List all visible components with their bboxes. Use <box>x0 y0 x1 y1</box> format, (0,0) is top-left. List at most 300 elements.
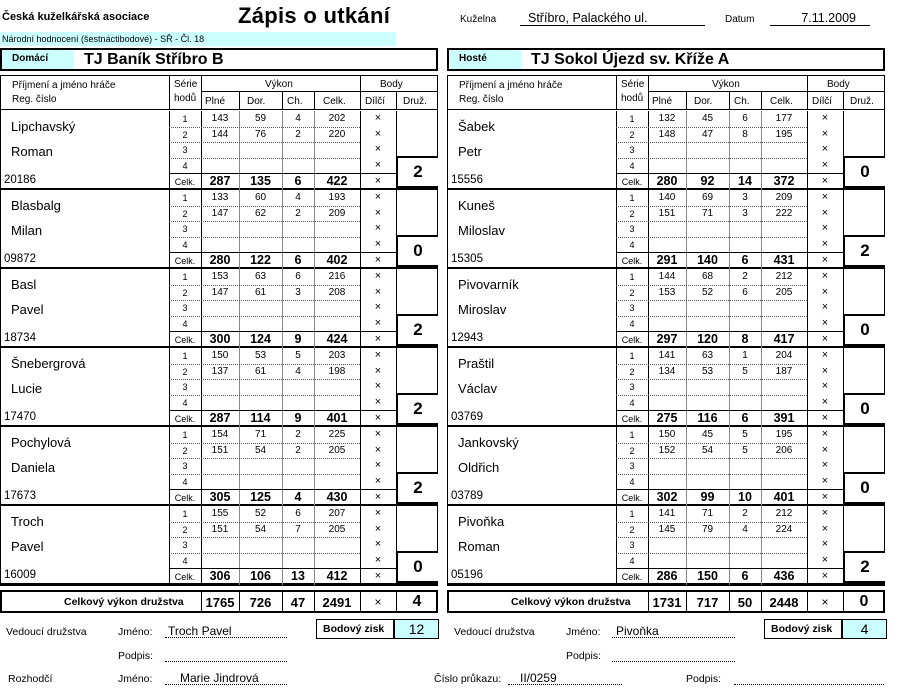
away-sign-label: Podpis: <box>566 650 602 662</box>
home-round-dor[interactable]: 62 <box>254 207 267 219</box>
home-round-full[interactable]: 151 <box>211 523 229 535</box>
home-partial-mark[interactable]: × <box>374 316 382 329</box>
home-team-points[interactable]: 2 <box>396 472 438 504</box>
home-partial-mark[interactable]: × <box>374 349 382 361</box>
away-player-reg[interactable]: 15556 <box>451 174 483 186</box>
home-player-reg[interactable]: 17470 <box>4 411 36 423</box>
away-total-full[interactable]: 291 <box>656 253 678 267</box>
away-partial-mark[interactable]: × <box>821 301 829 313</box>
away-team-points[interactable]: 0 <box>843 393 885 425</box>
away-round-dor[interactable]: 69 <box>701 192 714 203</box>
home-round-total[interactable]: 209 <box>328 207 346 219</box>
home-round-dor[interactable]: 59 <box>254 113 267 124</box>
home-summary-ch[interactable]: 47 <box>290 595 306 610</box>
home-round-dor[interactable]: 53 <box>254 350 267 361</box>
away-round-total[interactable]: 205 <box>775 286 793 298</box>
away-row-line <box>616 237 807 238</box>
away-partial-mark[interactable]: × <box>821 112 829 124</box>
home-row-line <box>169 379 360 380</box>
away-round-dor[interactable]: 63 <box>701 350 714 361</box>
away-summary-full[interactable]: 1731 <box>652 595 682 610</box>
away-round-dor[interactable]: 45 <box>701 429 714 440</box>
home-partial-mark[interactable]: × <box>374 474 382 487</box>
home-round-full[interactable]: 150 <box>211 350 229 361</box>
away-partial-mark[interactable]: × <box>821 143 829 155</box>
home-partial-mark[interactable]: × <box>374 459 382 471</box>
home-total-ch[interactable]: 4 <box>294 490 302 504</box>
away-round-dor[interactable]: 79 <box>701 523 714 535</box>
away-summary-points[interactable]: 0 <box>859 593 869 610</box>
home-player-reg[interactable]: 16009 <box>4 569 36 581</box>
home-round-dor[interactable]: 71 <box>254 429 267 440</box>
home-total-ch[interactable]: 6 <box>294 174 302 188</box>
away-row-line <box>616 316 807 317</box>
away-round-full[interactable]: 150 <box>658 429 676 440</box>
away-partial-mark[interactable]: × <box>821 570 829 582</box>
home-total-dor[interactable]: 122 <box>250 253 271 267</box>
away-round-total[interactable]: 212 <box>775 271 793 282</box>
away-round-total[interactable]: 177 <box>775 113 793 124</box>
home-round-number: 1 <box>182 272 188 282</box>
home-partial-mark[interactable]: × <box>374 491 382 503</box>
away-round-total[interactable]: 206 <box>775 444 793 456</box>
away-player-reg[interactable]: 15305 <box>451 253 483 265</box>
home-partial-mark[interactable]: × <box>374 538 382 550</box>
home-row-line <box>169 206 360 207</box>
away-round-dor[interactable]: 71 <box>701 207 714 219</box>
away-round-full[interactable]: 134 <box>658 365 676 377</box>
away-round-ch[interactable]: 6 <box>742 286 748 298</box>
home-round-full[interactable]: 154 <box>211 429 229 440</box>
away-partial-mark[interactable]: × <box>821 270 829 282</box>
away-partial-mark[interactable]: × <box>821 522 829 535</box>
home-player-reg[interactable]: 09872 <box>4 253 36 265</box>
away-player-firstname[interactable]: Miloslav <box>458 223 505 238</box>
home-total-ch[interactable]: 13 <box>291 569 305 583</box>
away-partial-mark[interactable]: × <box>821 491 829 503</box>
home-partial-mark[interactable]: × <box>374 443 382 456</box>
away-round-full[interactable]: 144 <box>658 271 676 282</box>
away-bodovy-value[interactable]: 4 <box>842 619 887 639</box>
away-total-dor[interactable]: 120 <box>697 332 718 346</box>
away-col-name: Příjmení a jméno hráče <box>459 80 563 91</box>
home-total-total[interactable]: 424 <box>326 332 348 346</box>
away-round-ch[interactable]: 5 <box>742 444 748 456</box>
away-partial-mark[interactable]: × <box>821 191 829 203</box>
home-total-ch[interactable]: 6 <box>294 253 302 267</box>
away-team-points[interactable]: 2 <box>843 235 885 267</box>
away-round-full[interactable]: 153 <box>658 286 676 298</box>
home-total-total[interactable]: 430 <box>326 490 348 504</box>
home-total-total[interactable]: 402 <box>326 253 348 267</box>
away-team-points[interactable]: 0 <box>843 472 885 504</box>
away-total-ch[interactable]: 6 <box>741 253 749 267</box>
away-partial-mark[interactable]: × <box>821 333 829 345</box>
away-total-full[interactable]: 297 <box>656 332 678 346</box>
home-total-ch[interactable]: 9 <box>294 411 302 425</box>
away-partial-mark[interactable]: × <box>821 395 829 408</box>
home-round-total[interactable]: 205 <box>328 444 346 456</box>
home-total-full[interactable]: 280 <box>209 253 231 267</box>
home-round-full[interactable]: 147 <box>211 286 229 298</box>
home-player-reg[interactable]: 18734 <box>4 332 36 344</box>
home-total-dor[interactable]: 125 <box>250 490 271 504</box>
home-round-ch[interactable]: 2 <box>295 429 301 440</box>
away-player-surname[interactable]: Kuneš <box>458 198 495 213</box>
away-player-surname[interactable]: Praštil <box>458 356 495 371</box>
home-partial-mark[interactable]: × <box>374 175 382 187</box>
away-total-full[interactable]: 302 <box>656 490 678 504</box>
home-round-total[interactable]: 205 <box>328 523 346 535</box>
home-round-ch[interactable]: 3 <box>295 286 301 298</box>
away-round-dor[interactable]: 45 <box>701 113 714 124</box>
away-partial-mark[interactable]: × <box>821 158 829 171</box>
home-round-dor[interactable]: 61 <box>254 286 267 298</box>
away-team-points[interactable]: 0 <box>843 314 885 346</box>
away-round-ch[interactable]: 5 <box>742 365 748 377</box>
away-round-full[interactable]: 141 <box>658 508 676 519</box>
venue-field[interactable]: Stříbro, Palackého ul. <box>520 11 705 26</box>
home-round-full[interactable]: 133 <box>211 192 229 203</box>
away-player-firstname[interactable]: Oldřich <box>458 460 500 475</box>
home-total-dor[interactable]: 106 <box>250 569 271 583</box>
home-summary-full[interactable]: 1765 <box>205 595 235 610</box>
away-partial-mark[interactable]: × <box>821 237 829 250</box>
away-total-dor[interactable]: 92 <box>700 174 715 188</box>
home-round-dor[interactable]: 63 <box>254 271 267 282</box>
home-round-full[interactable]: 143 <box>211 113 229 124</box>
away-player-surname[interactable]: Šabek <box>458 119 495 134</box>
home-round-ch[interactable]: 2 <box>295 128 301 140</box>
away-total-dor[interactable]: 99 <box>700 490 715 504</box>
home-total-total[interactable]: 412 <box>326 569 348 583</box>
away-round-total[interactable]: 204 <box>775 350 793 361</box>
home-round-number: 3 <box>182 540 188 550</box>
home-summary-points[interactable]: 4 <box>412 593 422 610</box>
away-col-series1: Série <box>621 79 645 90</box>
away-partial-mark[interactable]: × <box>821 222 829 234</box>
away-round-ch[interactable]: 1 <box>742 350 748 361</box>
away-player-firstname[interactable]: Roman <box>458 539 500 554</box>
home-total-label: Celk. <box>174 414 196 424</box>
home-player-firstname[interactable]: Lucie <box>11 381 43 396</box>
home-partial-mark[interactable]: × <box>374 333 382 345</box>
away-total-full[interactable]: 275 <box>656 411 678 425</box>
home-team-box <box>0 48 438 71</box>
away-sign-field[interactable] <box>612 661 735 662</box>
home-total-full[interactable]: 300 <box>209 332 231 346</box>
home-player-surname[interactable]: Blasbalg <box>11 198 61 213</box>
away-summary-ch[interactable]: 50 <box>737 595 753 610</box>
away-round-total[interactable]: 187 <box>775 365 793 377</box>
away-partial-mark[interactable]: × <box>821 127 829 140</box>
home-player-firstname[interactable]: Pavel <box>11 302 44 317</box>
away-total-total[interactable]: 372 <box>773 174 795 188</box>
home-round-total[interactable]: 198 <box>328 365 346 377</box>
away-total-ch[interactable]: 8 <box>741 332 749 346</box>
home-round-ch[interactable]: 4 <box>295 365 301 377</box>
home-player-firstname[interactable]: Daniela <box>11 460 56 475</box>
away-round-ch[interactable]: 6 <box>742 113 748 124</box>
away-team-name[interactable]: TJ Sokol Újezd sv. Kříže A <box>531 51 730 68</box>
home-player-reg[interactable]: 17673 <box>4 490 36 502</box>
away-partial-mark[interactable]: × <box>821 175 829 187</box>
away-player-surname[interactable]: Pivoňka <box>458 514 505 529</box>
home-round-ch[interactable]: 2 <box>295 207 301 219</box>
away-total-full[interactable]: 286 <box>656 569 678 583</box>
away-summary-dor[interactable]: 717 <box>696 595 719 610</box>
home-summary-total[interactable]: 2491 <box>322 595 352 610</box>
home-team-points[interactable]: 2 <box>396 156 438 188</box>
away-partial-mark[interactable]: × <box>821 206 829 219</box>
away-summary-mark[interactable]: × <box>821 595 829 609</box>
away-round-ch[interactable]: 3 <box>742 207 748 219</box>
home-partial-mark[interactable]: × <box>374 570 382 582</box>
referee-name[interactable]: Marie Jindrová <box>180 671 259 685</box>
away-row-line <box>616 221 807 222</box>
away-round-ch[interactable]: 2 <box>742 508 748 519</box>
home-player-surname[interactable]: Basl <box>11 277 37 292</box>
away-total-label: Celk. <box>621 335 643 345</box>
home-round-total[interactable]: 216 <box>328 271 346 282</box>
home-team-name[interactable]: TJ Baník Stříbro B <box>84 51 224 68</box>
away-partial-mark[interactable]: × <box>821 538 829 550</box>
away-player-firstname[interactable]: Miroslav <box>458 302 507 317</box>
home-row-line <box>169 221 360 222</box>
home-round-dor[interactable]: 54 <box>254 444 267 456</box>
away-round-full[interactable]: 141 <box>658 350 676 361</box>
home-partial-mark[interactable]: × <box>374 364 382 377</box>
home-team-points[interactable]: 2 <box>396 393 438 425</box>
away-round-full[interactable]: 132 <box>658 113 676 124</box>
home-player-firstname[interactable]: Milan <box>11 223 43 238</box>
home-round-dor[interactable]: 76 <box>254 128 267 140</box>
away-partial-mark[interactable]: × <box>821 553 829 566</box>
away-round-full[interactable]: 151 <box>658 207 676 219</box>
away-summary-total[interactable]: 2448 <box>769 595 799 610</box>
home-summary-mark[interactable]: × <box>374 595 382 609</box>
away-round-full[interactable]: 152 <box>658 444 676 456</box>
away-total-ch[interactable]: 14 <box>738 174 752 188</box>
away-total-ch[interactable]: 6 <box>741 411 749 425</box>
home-round-ch[interactable]: 4 <box>295 113 301 124</box>
away-partial-mark[interactable]: × <box>821 507 829 519</box>
away-round-total[interactable]: 212 <box>775 508 793 519</box>
away-round-ch[interactable]: 8 <box>742 128 748 140</box>
home-partial-mark[interactable]: × <box>374 222 382 234</box>
home-partial-mark[interactable]: × <box>374 380 382 392</box>
away-partial-mark[interactable]: × <box>821 316 829 329</box>
home-round-number: 3 <box>182 461 188 471</box>
away-round-ch[interactable]: 5 <box>742 429 748 440</box>
away-round-dor[interactable]: 52 <box>701 286 714 298</box>
away-partial-mark[interactable]: × <box>821 443 829 456</box>
home-player-firstname[interactable]: Roman <box>11 144 53 159</box>
home-partial-mark[interactable]: × <box>374 507 382 519</box>
home-total-total[interactable]: 422 <box>326 174 348 188</box>
home-partial-mark[interactable]: × <box>374 412 382 424</box>
home-player-firstname[interactable]: Pavel <box>11 539 44 554</box>
away-player-reg[interactable]: 05196 <box>451 569 483 581</box>
away-round-total[interactable]: 224 <box>775 523 793 535</box>
home-player-reg[interactable]: 20186 <box>4 174 36 186</box>
home-round-full[interactable]: 153 <box>211 271 229 282</box>
home-partial-mark[interactable]: × <box>374 191 382 203</box>
home-round-dor[interactable]: 61 <box>254 365 267 377</box>
away-total-dor[interactable]: 150 <box>697 569 718 583</box>
home-player-surname[interactable]: Šnebergrová <box>11 356 86 371</box>
away-partial-mark[interactable]: × <box>821 364 829 377</box>
away-player-surname[interactable]: Pivovarník <box>458 277 519 292</box>
away-round-dor[interactable]: 68 <box>701 271 714 282</box>
home-round-ch[interactable]: 4 <box>295 192 301 203</box>
away-player-reg[interactable]: 03789 <box>451 490 483 502</box>
home-round-dor[interactable]: 52 <box>254 508 267 519</box>
referee-sign-field[interactable] <box>734 684 884 685</box>
away-partial-mark[interactable]: × <box>821 285 829 298</box>
away-total-total[interactable]: 401 <box>773 490 795 504</box>
away-leader-name[interactable]: Pivoňka <box>616 624 659 638</box>
home-partial-mark[interactable]: × <box>374 127 382 140</box>
home-round-total[interactable]: 193 <box>328 192 346 203</box>
home-round-total[interactable]: 207 <box>328 508 346 519</box>
away-round-full[interactable]: 148 <box>658 128 676 140</box>
away-hdr-vline <box>843 91 844 109</box>
away-total-total[interactable]: 417 <box>773 332 795 346</box>
home-round-total[interactable]: 203 <box>328 350 346 361</box>
home-round-dor[interactable]: 54 <box>254 523 267 535</box>
home-round-ch[interactable]: 7 <box>295 523 301 535</box>
home-total-total[interactable]: 401 <box>326 411 348 425</box>
home-partial-mark[interactable]: × <box>374 158 382 171</box>
away-total-ch[interactable]: 6 <box>741 569 749 583</box>
away-partial-mark[interactable]: × <box>821 459 829 471</box>
home-total-full[interactable]: 287 <box>209 411 231 425</box>
page-title: Zápis o utkání <box>238 3 391 28</box>
home-round-number: 3 <box>182 303 188 313</box>
card-number[interactable]: II/0259 <box>520 671 557 685</box>
home-total-full[interactable]: 306 <box>209 569 231 583</box>
away-row-line <box>616 522 807 523</box>
home-round-ch[interactable]: 5 <box>295 350 301 361</box>
home-partial-mark[interactable]: × <box>374 112 382 124</box>
away-player-block <box>448 111 885 190</box>
away-partial-mark[interactable]: × <box>821 380 829 392</box>
away-total-ch[interactable]: 10 <box>738 490 752 504</box>
away-round-total[interactable]: 195 <box>775 128 793 140</box>
home-round-full[interactable]: 155 <box>211 508 229 519</box>
home-round-total[interactable]: 208 <box>328 286 346 298</box>
home-round-total[interactable]: 225 <box>328 429 346 440</box>
away-partial-mark[interactable]: × <box>821 412 829 424</box>
home-total-full[interactable]: 305 <box>209 490 231 504</box>
home-round-full[interactable]: 137 <box>211 365 229 377</box>
away-round-ch[interactable]: 3 <box>742 192 748 203</box>
home-player-surname[interactable]: Lipchavský <box>11 119 76 134</box>
away-round-dor[interactable]: 53 <box>701 365 714 377</box>
away-row-line <box>616 553 807 554</box>
home-partial-mark[interactable]: × <box>374 428 382 440</box>
away-round-total[interactable]: 222 <box>775 207 793 219</box>
home-round-total[interactable]: 202 <box>328 113 346 124</box>
home-partial-mark[interactable]: × <box>374 206 382 219</box>
home-total-dor[interactable]: 135 <box>250 174 271 188</box>
away-total-total[interactable]: 431 <box>773 253 795 267</box>
home-partial-mark[interactable]: × <box>374 285 382 298</box>
home-round-full[interactable]: 147 <box>211 207 229 219</box>
away-total-total[interactable]: 391 <box>773 411 795 425</box>
home-total-ch[interactable]: 9 <box>294 332 302 346</box>
home-round-ch[interactable]: 6 <box>295 508 301 519</box>
away-player-firstname[interactable]: Petr <box>458 144 482 159</box>
home-total-full[interactable]: 287 <box>209 174 231 188</box>
away-total-total[interactable]: 436 <box>773 569 795 583</box>
away-round-total[interactable]: 209 <box>775 192 793 203</box>
home-round-ch[interactable]: 2 <box>295 444 301 456</box>
home-total-dor[interactable]: 114 <box>250 411 271 425</box>
away-total-dor[interactable]: 140 <box>697 253 718 267</box>
away-player-firstname[interactable]: Václav <box>458 381 498 396</box>
away-round-full[interactable]: 140 <box>658 192 676 203</box>
away-team-points[interactable]: 2 <box>843 551 885 583</box>
home-round-full[interactable]: 151 <box>211 444 229 456</box>
away-player-surname[interactable]: Jankovský <box>458 435 519 450</box>
home-player-surname[interactable]: Troch <box>11 514 44 529</box>
away-total-dor[interactable]: 116 <box>697 411 718 425</box>
home-partial-mark[interactable]: × <box>374 254 382 266</box>
home-player-surname[interactable]: Pochylová <box>11 435 71 450</box>
away-player-reg[interactable]: 03769 <box>451 411 483 423</box>
home-round-total[interactable]: 220 <box>328 128 346 140</box>
away-partial-mark[interactable]: × <box>821 254 829 266</box>
away-round-ch[interactable]: 2 <box>742 271 748 282</box>
away-round-ch[interactable]: 4 <box>742 523 748 535</box>
away-round-dor[interactable]: 54 <box>701 444 714 456</box>
away-total-full[interactable]: 280 <box>656 174 678 188</box>
away-partial-mark[interactable]: × <box>821 428 829 440</box>
home-partial-mark[interactable]: × <box>374 270 382 282</box>
home-partial-mark[interactable]: × <box>374 237 382 250</box>
away-player-reg[interactable]: 12943 <box>451 332 483 344</box>
home-round-dor[interactable]: 60 <box>254 192 267 203</box>
home-partial-mark[interactable]: × <box>374 553 382 566</box>
away-partial-mark[interactable]: × <box>821 474 829 487</box>
away-row-line <box>616 300 807 301</box>
home-partial-mark[interactable]: × <box>374 395 382 408</box>
home-sign-field[interactable] <box>165 661 287 662</box>
away-round-dor[interactable]: 47 <box>701 128 714 140</box>
home-partial-mark[interactable]: × <box>374 522 382 535</box>
date-field[interactable]: 7.11.2009 <box>770 11 870 26</box>
away-round-full[interactable]: 145 <box>658 523 676 535</box>
away-round-dor[interactable]: 71 <box>701 508 714 519</box>
home-round-full[interactable]: 144 <box>211 128 229 140</box>
home-team-points[interactable]: 0 <box>396 235 438 267</box>
away-round-total[interactable]: 195 <box>775 429 793 440</box>
home-round-ch[interactable]: 6 <box>295 271 301 282</box>
home-partial-mark[interactable]: × <box>374 143 382 155</box>
home-bodovy-value[interactable]: 12 <box>394 619 439 639</box>
home-summary-dor[interactable]: 726 <box>249 595 272 610</box>
home-hdr-vline <box>282 91 283 109</box>
home-partial-mark[interactable]: × <box>374 301 382 313</box>
away-partial-mark[interactable]: × <box>821 349 829 361</box>
away-team-points[interactable]: 0 <box>843 156 885 188</box>
home-team-points[interactable]: 2 <box>396 314 438 346</box>
home-leader-name[interactable]: Troch Pavel <box>168 624 232 638</box>
home-total-dor[interactable]: 124 <box>250 332 271 346</box>
home-team-points[interactable]: 0 <box>396 551 438 583</box>
